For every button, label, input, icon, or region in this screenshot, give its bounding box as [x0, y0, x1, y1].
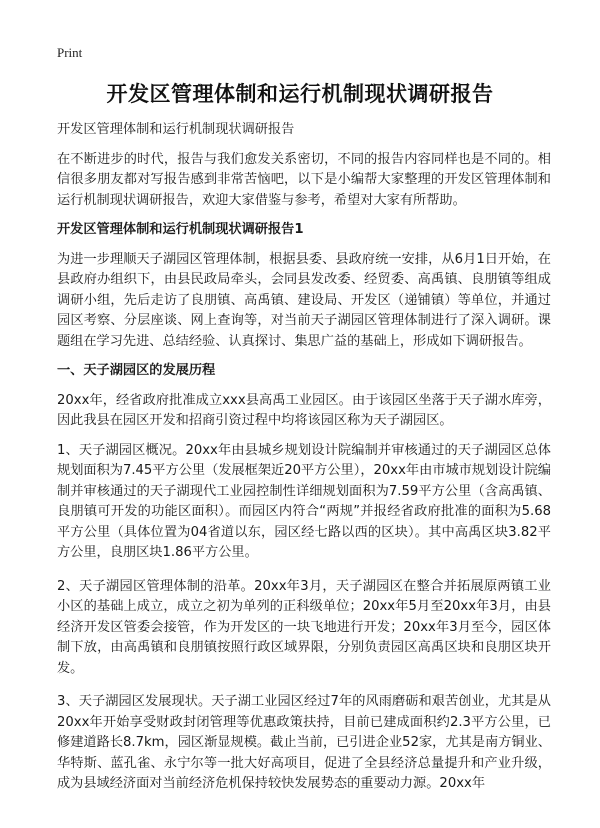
item-overview-paragraph: 1、天子湖园区概况。20xx年由县城乡规划设计院编制并审核通过的天子湖园区总体规划面积为7.45平方公里（发展框架近20平方公里），20xx年由市城市规划设计院编制并审核通过的天子湖现代工业园控制性详细规划面积为7.59平方公里（含高禹镇、良朋镇可开发的功能区面积）。而园区内符合“两规”并报经省政府批准的面积为5.68平方公里（具体位置为04省道以东，园区经七路以西的区块）。其中高禹区块3.82平方公里，良朋区块1.86平方公里。 [57, 442, 551, 560]
section-heading-history: 一、天子湖园区的发展历程 [57, 363, 216, 378]
item-status-paragraph: 3、天子湖园区发展现状。天子湖工业园区经过7年的风雨磨砺和艰苦创业，尤其是从20xx年开始享受财政封闭管理等优惠政策扶持，目前已建成面积约2.3平方公里，已修建道路长8.7km，园区渐显规模。截止当前，已引进企业52家，尤其是南方铜业、华特斯、蓝孔雀、永宁尔等一批大好高项目，促进了全县经济总量提升和产业升级，成为县域经济面对当前经济危机保持较快发展势态的重要动力源。20xx年 [57, 694, 551, 791]
intro-paragraph: 在不断进步的时代，报告与我们愈发关系密切，不同的报告内容同样也是不同的。相信很多朋友都对写报告感到非常苦恼吧，以下是小编帮大家整理的开发区管理体制和运行机制现状调研报告，欢迎大家借鉴与参考，希望对大家有所帮助。 [57, 151, 551, 208]
page-title: 开发区管理体制和运行机制现状调研报告 [106, 82, 494, 106]
report-heading: 开发区管理体制和运行机制现状调研报告1 [57, 222, 304, 237]
item-management-paragraph: 2、天子湖园区管理体制的沿革。20xx年3月，天子湖园区在整合并拓展原两镇工业小区的基础上成立，成立之初为单列的正科级单位；20xx年5月至20xx年3月，由县经济开发区管委会接管，作为开发区的一块飞地进行开发；20xx年3月至今，园区体制下放，由高禹镇和良朋镇按照行政区域界限，分别负责园区高禹区块和良朋区块开发。 [57, 578, 551, 676]
print-link[interactable]: Print [57, 45, 83, 60]
history-paragraph: 20xx年，经省政府批准成立xxx县高禹工业园区。由于该园区坐落于天子湖水库旁，因此我县在园区开发和招商引资过程中均将该园区称为天子湖园区。 [57, 392, 551, 428]
document-subtitle: 开发区管理体制和运行机制现状调研报告 [57, 122, 295, 137]
report-intro-paragraph: 为进一步理顺天子湖园区管理体制，根据县委、县政府统一安排，从6月1日开始，在县政府办组织下，由县民政局牵头，会同县发改委、经贸委、高禹镇、良朋镇等组成调研小组，先后走访了良朋镇、高禹镇、建设局、开发区（递铺镇）等单位，并通过园区考察、分层座谈、网上查询等，对当前天子湖园区管理体制进行了深入调研。课题组在学习先进、总结经验、认真探讨、集思广益的基础上，形成如下调研报告。 [57, 251, 551, 349]
document-body [57, 120, 551, 808]
